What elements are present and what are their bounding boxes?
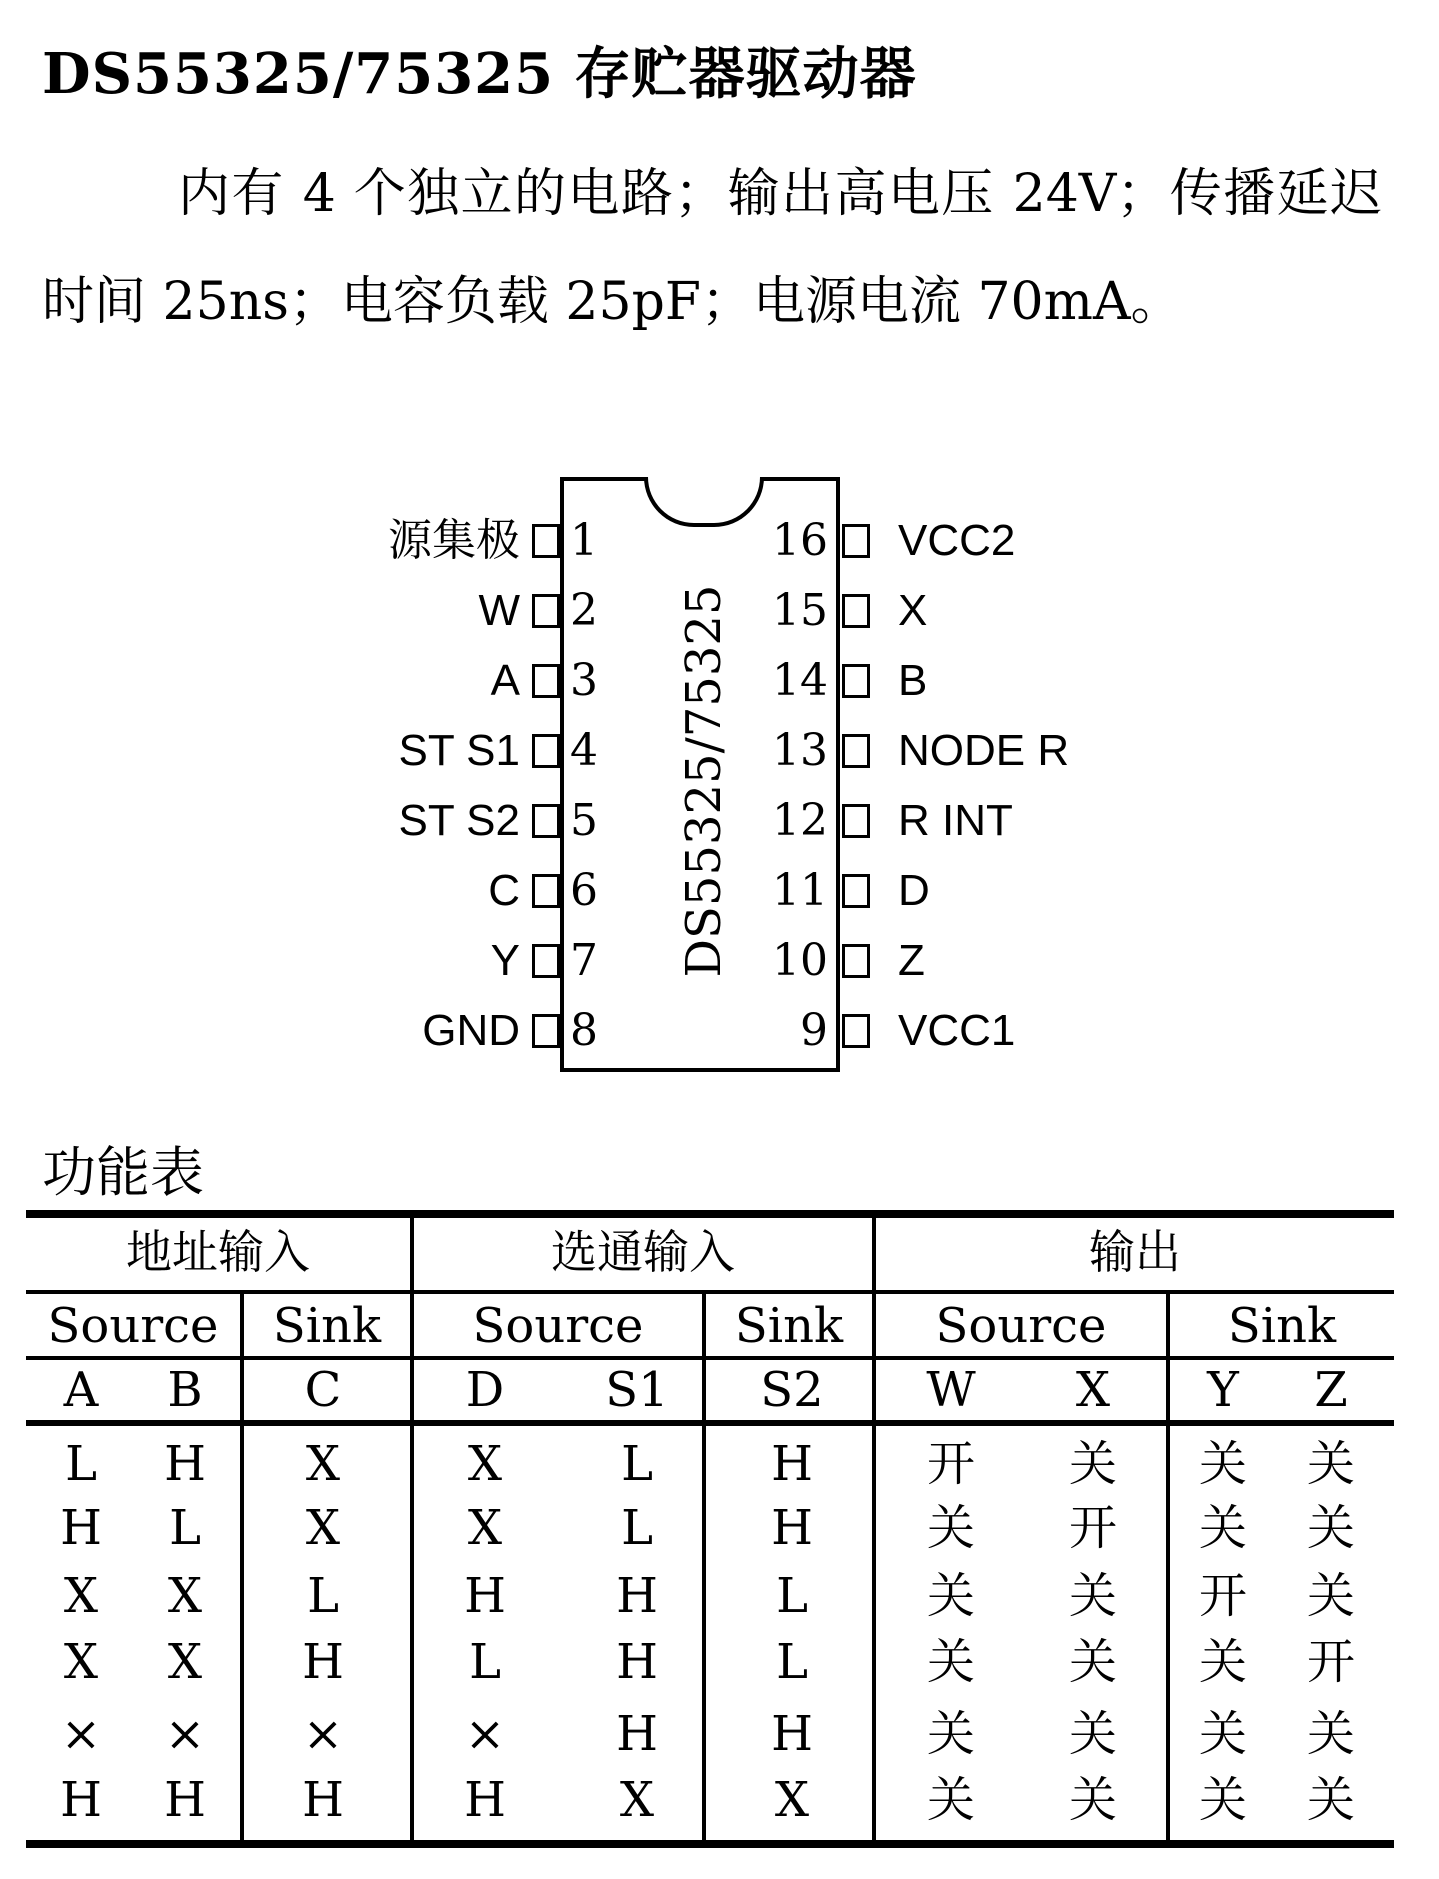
pin-12-square: [842, 804, 870, 838]
table-cell: L: [776, 1568, 808, 1624]
subgroup-header: Sink: [272, 1298, 382, 1354]
table-cell: X: [774, 1772, 810, 1828]
group-header-address: 地址输入: [126, 1225, 310, 1279]
pin-3-square: [532, 664, 560, 698]
group-header-output: 输出: [1089, 1225, 1181, 1279]
column-header: B: [167, 1362, 203, 1418]
pin-11-square: [842, 874, 870, 908]
table-cell: ×: [464, 1706, 506, 1762]
pin-15-square: [842, 594, 870, 628]
table-cell: H: [302, 1772, 344, 1828]
table-cell: X: [167, 1634, 203, 1690]
table-divider: [240, 1294, 244, 1840]
pin-10-square: [842, 944, 870, 978]
description-paragraph: 内有 4 个独立的电路；输出高电压 24V；传播延迟时间 25ns；电容负载 25pF；电源电流 70mA。: [42, 164, 1382, 332]
table-cell: 关: [1198, 1634, 1247, 1690]
pin-10-number: 10: [772, 935, 828, 986]
table-cell: 关: [1068, 1634, 1117, 1690]
table-cell: 关: [1306, 1500, 1355, 1556]
pin-16-square: [842, 524, 870, 558]
pin-16-number: 16: [772, 515, 828, 566]
pin-8-square: [532, 1014, 560, 1048]
table-cell: X: [467, 1436, 503, 1492]
pin-12-name: R INT: [898, 796, 1013, 845]
pin-5-number: 5: [570, 795, 598, 846]
table-cell: H: [302, 1634, 344, 1690]
table-cell: H: [464, 1568, 506, 1624]
table-cell: 关: [926, 1772, 975, 1828]
table-cell: X: [167, 1568, 203, 1624]
pin-2-name: W: [478, 586, 520, 635]
column-header: Y: [1207, 1362, 1239, 1418]
group-header-strobe: 选通输入: [551, 1225, 735, 1279]
subgroup-header: Source: [472, 1298, 644, 1354]
column-header: D: [465, 1362, 505, 1418]
table-cell: 关: [1068, 1772, 1117, 1828]
table-cell: 关: [1198, 1436, 1247, 1492]
table-cell: L: [621, 1500, 653, 1556]
table-cell: 关: [926, 1634, 975, 1690]
table-cell: 关: [926, 1568, 975, 1624]
table-cell: 关: [1068, 1568, 1117, 1624]
table-subgroup-rule: [26, 1356, 1394, 1360]
table-divider: [702, 1294, 706, 1840]
table-cell: H: [771, 1436, 813, 1492]
table-top-rule: [26, 1210, 1394, 1218]
table-cell: 关: [926, 1706, 975, 1762]
pin-7-number: 7: [570, 935, 598, 986]
table-cell: ×: [164, 1706, 206, 1762]
pin-6-square: [532, 874, 560, 908]
pin-14-square: [842, 664, 870, 698]
table-cell: H: [616, 1634, 658, 1690]
pin-2-square: [532, 594, 560, 628]
pin-13-square: [842, 734, 870, 768]
table-cell: H: [60, 1500, 102, 1556]
pin-1-name: 源集极: [388, 516, 520, 565]
table-header-rule: [26, 1420, 1394, 1426]
table-cell: X: [305, 1436, 341, 1492]
pin-5-square: [532, 804, 560, 838]
table-bottom-rule: [26, 1840, 1394, 1848]
table-cell: 关: [1306, 1568, 1355, 1624]
table-cell: 关: [1198, 1772, 1247, 1828]
subgroup-header: Source: [47, 1298, 219, 1354]
table-cell: L: [65, 1436, 97, 1492]
pin-8-number: 8: [570, 1005, 598, 1056]
column-header: A: [63, 1362, 99, 1418]
table-cell: X: [619, 1772, 655, 1828]
table-cell: 关: [1306, 1436, 1355, 1492]
pin-15-name: X: [898, 586, 928, 635]
column-header: S2: [760, 1362, 824, 1418]
table-cell: L: [307, 1568, 339, 1624]
table-cell: H: [60, 1772, 102, 1828]
column-header: S1: [605, 1362, 669, 1418]
function-table-heading: 功能表: [42, 1141, 204, 1204]
column-header: X: [1075, 1362, 1111, 1418]
page-title: DS55325/75325 存贮器驱动器: [42, 41, 917, 107]
pin-11-number: 11: [772, 865, 828, 916]
pin-11-name: D: [898, 866, 930, 915]
table-cell: L: [776, 1634, 808, 1690]
pin-7-square: [532, 944, 560, 978]
table-cell: 开: [1068, 1500, 1117, 1556]
pin-16-name: VCC2: [898, 516, 1016, 565]
table-cell: H: [771, 1706, 813, 1762]
pin-3-number: 3: [570, 655, 598, 706]
subgroup-header: Source: [935, 1298, 1107, 1354]
pin-9-name: VCC1: [898, 1006, 1016, 1055]
table-cell: L: [621, 1436, 653, 1492]
pin-14-name: B: [898, 656, 928, 705]
table-cell: ×: [60, 1706, 102, 1762]
table-cell: X: [305, 1500, 341, 1556]
pin-4-square: [532, 734, 560, 768]
pin-4-name: ST S1: [398, 726, 520, 775]
table-cell: X: [467, 1500, 503, 1556]
pin-12-number: 12: [772, 795, 828, 846]
pin-5-name: ST S2: [398, 796, 520, 845]
table-group-rule: [26, 1290, 1394, 1294]
table-cell: H: [164, 1772, 206, 1828]
pin-10-name: Z: [898, 936, 925, 985]
table-divider: [1166, 1294, 1170, 1840]
column-header: C: [304, 1362, 342, 1418]
table-cell: 关: [926, 1500, 975, 1556]
column-header: Z: [1314, 1362, 1348, 1418]
pin-14-number: 14: [772, 655, 828, 706]
pin-3-name: A: [490, 656, 520, 705]
table-cell: 开: [1306, 1634, 1355, 1690]
subgroup-header: Sink: [734, 1298, 844, 1354]
table-cell: 关: [1306, 1772, 1355, 1828]
table-cell: H: [164, 1436, 206, 1492]
column-header: W: [926, 1362, 976, 1418]
pin-7-name: Y: [490, 936, 520, 985]
table-cell: 关: [1068, 1436, 1117, 1492]
table-cell: H: [771, 1500, 813, 1556]
table-cell: 关: [1306, 1706, 1355, 1762]
pin-13-number: 13: [772, 725, 828, 776]
pin-9-square: [842, 1014, 870, 1048]
table-cell: 关: [1198, 1500, 1247, 1556]
table-cell: 关: [1198, 1706, 1247, 1762]
pin-13-name: NODE R: [898, 726, 1070, 775]
table-cell: X: [63, 1568, 99, 1624]
table-cell: L: [469, 1634, 501, 1690]
pin-6-name: C: [488, 866, 520, 915]
pin-1-square: [532, 524, 560, 558]
pin-8-name: GND: [422, 1006, 520, 1055]
subgroup-header: Sink: [1227, 1298, 1337, 1354]
table-cell: 关: [1068, 1706, 1117, 1762]
table-cell: X: [63, 1634, 99, 1690]
table-cell: H: [464, 1772, 506, 1828]
chip-label: DS55325/75325: [676, 584, 732, 978]
table-cell: ×: [302, 1706, 344, 1762]
pin-6-number: 6: [570, 865, 598, 916]
pin-2-number: 2: [570, 585, 598, 636]
table-cell: H: [616, 1706, 658, 1762]
function-table: [26, 1210, 1394, 1850]
chip-notch: [644, 477, 764, 527]
pin-1-number: 1: [570, 515, 598, 566]
pin-9-number: 9: [800, 1005, 828, 1056]
table-cell: L: [169, 1500, 201, 1556]
pin-15-number: 15: [772, 585, 828, 636]
table-cell: H: [616, 1568, 658, 1624]
pin-4-number: 4: [570, 725, 598, 776]
table-cell: 开: [926, 1436, 975, 1492]
table-cell: 开: [1198, 1568, 1247, 1624]
